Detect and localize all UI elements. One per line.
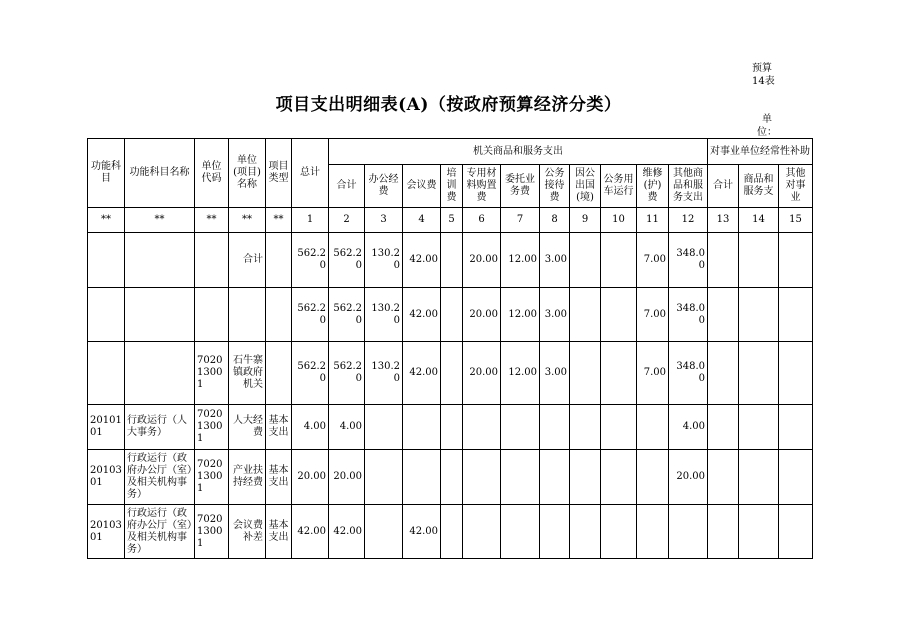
header-goods-col: 因公出国(境) bbox=[570, 165, 601, 208]
table-row bbox=[88, 405, 813, 450]
header-total: 总计 bbox=[292, 139, 329, 208]
page-title: 项目支出明细表(A)（按政府预算经济分类） bbox=[275, 95, 622, 115]
table-row bbox=[88, 233, 813, 288]
table-cell bbox=[501, 505, 540, 559]
column-code-cell: ** bbox=[229, 208, 266, 233]
table-cell: 2010301 bbox=[88, 450, 125, 505]
table-cell bbox=[739, 342, 779, 405]
table-cell bbox=[570, 405, 601, 450]
table-cell bbox=[637, 505, 669, 559]
table-cell bbox=[739, 405, 779, 450]
table-cell: 2010101 bbox=[88, 405, 125, 450]
table-cell: 130.20 bbox=[365, 233, 403, 288]
header-goods-col: 公务接待费 bbox=[540, 165, 570, 208]
header-unit-name: 单位(项目)名称 bbox=[229, 139, 266, 208]
header-group-goods-services: 机关商品和服务支出 bbox=[329, 139, 708, 165]
table-cell bbox=[708, 505, 739, 559]
table-cell bbox=[463, 405, 501, 450]
table-cell: 20.00 bbox=[463, 288, 501, 342]
table-cell bbox=[441, 505, 463, 559]
table-cell bbox=[708, 405, 739, 450]
table-cell: 42.00 bbox=[329, 505, 365, 559]
table-cell: 7.00 bbox=[637, 233, 669, 288]
table-cell: 42.00 bbox=[403, 342, 441, 405]
table-cell bbox=[266, 342, 292, 405]
table-cell: 会议费补差 bbox=[229, 505, 266, 559]
header-subsidy-col: 商品和服务支 bbox=[739, 165, 779, 208]
column-code-cell: ** bbox=[125, 208, 195, 233]
table-cell: 562.20 bbox=[292, 233, 329, 288]
table-cell: 130.20 bbox=[365, 342, 403, 405]
column-code-cell: 12 bbox=[669, 208, 708, 233]
table-cell: 42.00 bbox=[292, 505, 329, 559]
table-cell bbox=[739, 233, 779, 288]
table-cell: 行政运行（政府办公厅（室）及相关机构事务） bbox=[125, 505, 195, 559]
column-code-cell: ** bbox=[266, 208, 292, 233]
column-code-cell: 9 bbox=[570, 208, 601, 233]
column-code-cell: ** bbox=[195, 208, 229, 233]
table-cell: 4.00 bbox=[669, 405, 708, 450]
table-cell bbox=[708, 342, 739, 405]
column-code-cell: 6 bbox=[463, 208, 501, 233]
table-cell: 562.20 bbox=[329, 233, 365, 288]
table-cell: 7.00 bbox=[637, 342, 669, 405]
table-cell bbox=[779, 405, 813, 450]
table-cell bbox=[403, 450, 441, 505]
table-row bbox=[88, 342, 813, 405]
table-cell bbox=[365, 505, 403, 559]
table-cell bbox=[601, 505, 637, 559]
table-cell: 20.00 bbox=[669, 450, 708, 505]
table-cell bbox=[779, 233, 813, 288]
table-cell: 基本支出 bbox=[266, 450, 292, 505]
column-code-cell: 4 bbox=[403, 208, 441, 233]
table-row bbox=[88, 505, 813, 559]
table-cell bbox=[779, 288, 813, 342]
table-cell: 562.20 bbox=[292, 342, 329, 405]
table-cell bbox=[739, 505, 779, 559]
table-cell bbox=[708, 450, 739, 505]
table-cell bbox=[403, 405, 441, 450]
table-cell bbox=[501, 405, 540, 450]
column-code-cell: 5 bbox=[441, 208, 463, 233]
header-project-type: 项目类型 bbox=[266, 139, 292, 208]
table-cell: 基本支出 bbox=[266, 505, 292, 559]
table-cell: 基本支出 bbox=[266, 405, 292, 450]
table-cell: 石牛寨镇政府机关 bbox=[229, 342, 266, 405]
table-cell bbox=[739, 450, 779, 505]
table-cell bbox=[570, 505, 601, 559]
header-func-name: 功能科目名称 bbox=[125, 139, 195, 208]
table-cell: 12.00 bbox=[501, 342, 540, 405]
column-code-row bbox=[88, 208, 813, 233]
table-cell: 562.20 bbox=[329, 288, 365, 342]
table-cell bbox=[601, 450, 637, 505]
table-cell bbox=[441, 233, 463, 288]
table-cell bbox=[779, 342, 813, 405]
table-cell bbox=[125, 288, 195, 342]
header-group-subsidy: 对事业单位经常性补助 bbox=[708, 139, 813, 165]
column-code-cell: 1 bbox=[292, 208, 329, 233]
table-cell: 562.20 bbox=[292, 288, 329, 342]
table-cell: 4.00 bbox=[292, 405, 329, 450]
table-cell bbox=[125, 233, 195, 288]
header-subsidy-col: 其他对事业 bbox=[779, 165, 813, 208]
header-unit-code: 单位代码 bbox=[195, 139, 229, 208]
header-goods-col: 合计 bbox=[329, 165, 365, 208]
column-code-cell: 3 bbox=[365, 208, 403, 233]
table-cell: 20.00 bbox=[463, 233, 501, 288]
table-cell bbox=[779, 505, 813, 559]
table-cell bbox=[441, 405, 463, 450]
table-cell: 12.00 bbox=[501, 233, 540, 288]
table-cell bbox=[195, 233, 229, 288]
table-cell bbox=[540, 450, 570, 505]
table-cell: 人大经费 bbox=[229, 405, 266, 450]
column-code-cell: ** bbox=[88, 208, 125, 233]
table-cell bbox=[266, 233, 292, 288]
table-cell bbox=[540, 405, 570, 450]
header-goods-col: 培训费 bbox=[441, 165, 463, 208]
table-cell bbox=[570, 288, 601, 342]
header-goods-col: 专用材料购置费 bbox=[463, 165, 501, 208]
column-code-cell: 13 bbox=[708, 208, 739, 233]
table-cell bbox=[637, 450, 669, 505]
table-cell: 合计 bbox=[229, 233, 266, 288]
table-cell: 42.00 bbox=[403, 233, 441, 288]
column-code-cell: 10 bbox=[601, 208, 637, 233]
table-cell: 3.00 bbox=[540, 342, 570, 405]
table-cell: 702013001 bbox=[195, 405, 229, 450]
table-cell: 42.00 bbox=[403, 505, 441, 559]
table-cell bbox=[88, 233, 125, 288]
table-cell: 4.00 bbox=[329, 405, 365, 450]
table-cell bbox=[266, 288, 292, 342]
table-cell: 产业扶持经费 bbox=[229, 450, 266, 505]
column-code-cell: 14 bbox=[739, 208, 779, 233]
table-cell: 20.00 bbox=[292, 450, 329, 505]
table-cell: 20.00 bbox=[329, 450, 365, 505]
header-goods-col: 维修(护)费 bbox=[637, 165, 669, 208]
header-func-code: 功能科目 bbox=[88, 139, 125, 208]
column-code-cell: 11 bbox=[637, 208, 669, 233]
table-cell: 7.00 bbox=[637, 288, 669, 342]
table-cell bbox=[669, 505, 708, 559]
table-cell bbox=[365, 405, 403, 450]
table-cell bbox=[229, 288, 266, 342]
table-cell: 3.00 bbox=[540, 288, 570, 342]
unit-label: 单位： bbox=[757, 114, 777, 138]
table-cell bbox=[88, 288, 125, 342]
table-cell: 42.00 bbox=[403, 288, 441, 342]
column-code-cell: 15 bbox=[779, 208, 813, 233]
table-row bbox=[88, 450, 813, 505]
table-row bbox=[88, 288, 813, 342]
table-cell: 行政运行（人大事务） bbox=[125, 405, 195, 450]
table-cell: 12.00 bbox=[501, 288, 540, 342]
table-cell bbox=[739, 288, 779, 342]
table-cell: 行政运行（政府办公厅（室）及相关机构事务） bbox=[125, 450, 195, 505]
table-cell bbox=[463, 450, 501, 505]
table-cell bbox=[601, 405, 637, 450]
table-cell bbox=[570, 450, 601, 505]
table-cell: 562.20 bbox=[329, 342, 365, 405]
table-cell bbox=[601, 233, 637, 288]
table-cell: 3.00 bbox=[540, 233, 570, 288]
header-subsidy-col: 合计 bbox=[708, 165, 739, 208]
table-cell bbox=[501, 450, 540, 505]
table-cell bbox=[708, 288, 739, 342]
table-cell: 348.00 bbox=[669, 233, 708, 288]
header-goods-col: 会议费 bbox=[403, 165, 441, 208]
table-cell bbox=[708, 233, 739, 288]
table-cell: 348.00 bbox=[669, 288, 708, 342]
table-cell: 20.00 bbox=[463, 342, 501, 405]
budget-table-number: 预算14表 bbox=[752, 63, 775, 87]
header-goods-col: 公务用车运行 bbox=[601, 165, 637, 208]
table-cell bbox=[637, 405, 669, 450]
table-cell bbox=[365, 450, 403, 505]
header-goods-col: 办公经费 bbox=[365, 165, 403, 208]
table-cell bbox=[601, 342, 637, 405]
table-cell: 702013001 bbox=[195, 450, 229, 505]
table-cell bbox=[540, 505, 570, 559]
table-cell bbox=[441, 288, 463, 342]
table-cell: 348.00 bbox=[669, 342, 708, 405]
table-cell: 702013001 bbox=[195, 342, 229, 405]
column-code-cell: 2 bbox=[329, 208, 365, 233]
header-goods-col: 其他商品和服务支出 bbox=[669, 165, 708, 208]
table-cell bbox=[441, 450, 463, 505]
table-cell bbox=[570, 233, 601, 288]
header-goods-col: 委托业务费 bbox=[501, 165, 540, 208]
table-cell bbox=[601, 288, 637, 342]
expenditure-table bbox=[87, 138, 813, 559]
table-cell: 130.20 bbox=[365, 288, 403, 342]
table-cell: 2010301 bbox=[88, 505, 125, 559]
table-cell bbox=[88, 342, 125, 405]
table-cell bbox=[779, 450, 813, 505]
table-cell bbox=[195, 288, 229, 342]
column-code-cell: 8 bbox=[540, 208, 570, 233]
table-cell bbox=[441, 342, 463, 405]
table-cell bbox=[125, 342, 195, 405]
column-code-cell: 7 bbox=[501, 208, 540, 233]
table-cell bbox=[463, 505, 501, 559]
table-cell bbox=[570, 342, 601, 405]
table-cell: 702013001 bbox=[195, 505, 229, 559]
